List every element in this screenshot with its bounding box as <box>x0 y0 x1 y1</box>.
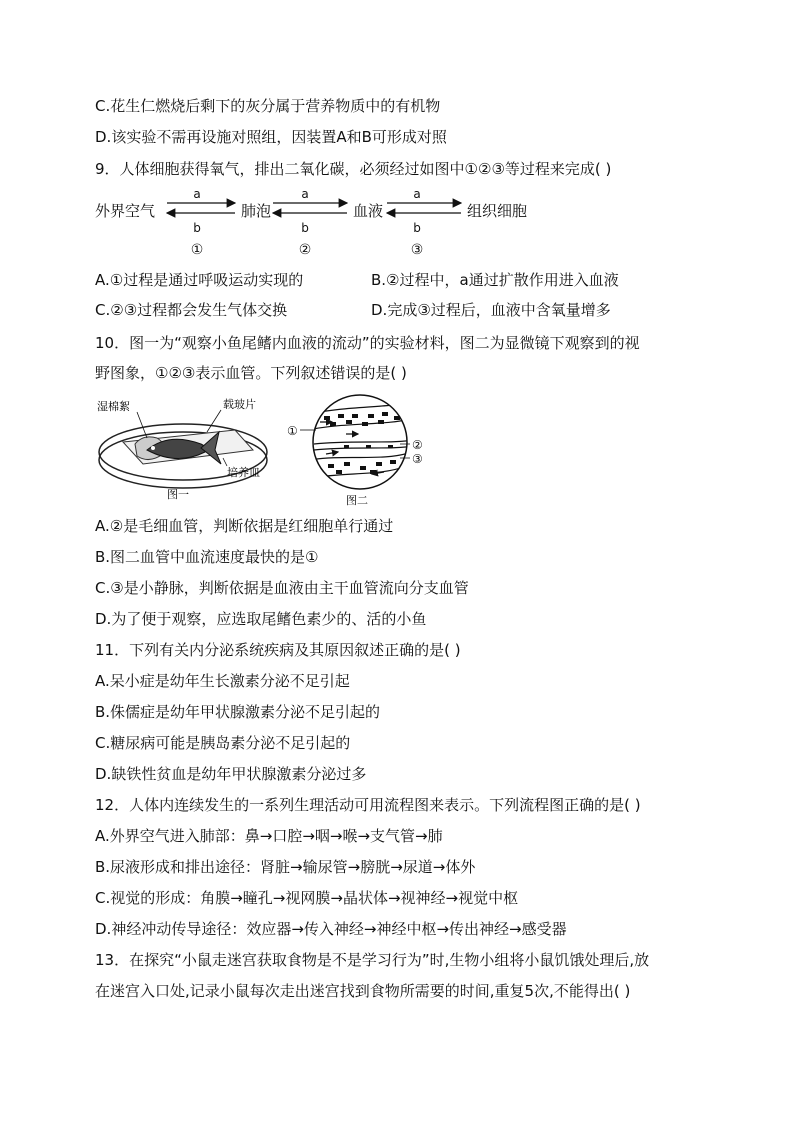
q12-stem: 12．人体内连续发生的一系列生理活动可用流程图来表示。下列流程图正确的是( ) <box>95 796 641 814</box>
q13-stem-line1: 13．在探究“小鼠走迷宫获取食物是不是学习行为”时,生物小组将小鼠饥饿处理后,放 <box>95 951 650 969</box>
fig2-mark-2: ② <box>412 438 423 452</box>
node-blood: 血液 <box>353 202 384 220</box>
label-a-2: a <box>301 187 309 201</box>
fig2-mark-3: ③ <box>412 452 423 466</box>
step-3: ③ <box>410 242 424 258</box>
node-alveoli: 肺泡 <box>241 202 272 220</box>
q9-gas-exchange-diagram <box>95 186 555 258</box>
q10-stem-line2: 野图象，①②③表示血管。下列叙述错误的是( ) <box>95 364 407 382</box>
q10-option-a: A.②是毛细血管，判断依据是红细胞单行通过 <box>95 517 394 535</box>
label-slide: 载玻片 <box>223 398 256 411</box>
label-b-3: b <box>413 221 421 235</box>
label-a-3: a <box>413 187 421 201</box>
node-tissue-cells: 组织细胞 <box>467 202 528 220</box>
q10-option-c: C.③是小静脉，判断依据是血液由主干血管流向分支血管 <box>95 579 469 597</box>
label-b-1: b <box>193 221 201 235</box>
q12-option-b: B.尿液形成和排出途径：肾脏→输尿管→膀胱→尿道→体外 <box>95 858 476 876</box>
q9-stem: 9．人体细胞获得氧气，排出二氧化碳，必须经过如图中①②③等过程来完成( ) <box>95 160 612 178</box>
q8-option-c: C.花生仁燃烧后剩下的灰分属于营养物质中的有机物 <box>95 97 441 115</box>
q12-option-a: A.外界空气进入肺部：鼻→口腔→咽→喉→支气管→肺 <box>95 827 443 845</box>
q11-option-d: D.缺铁性贫血是幼年甲状腺激素分泌过多 <box>95 765 367 783</box>
label-a-1: a <box>193 187 201 201</box>
fig1-caption: 图一 <box>167 488 189 501</box>
fig1-fish-dish-illustration <box>95 392 273 504</box>
q11-stem: 11．下列有关内分泌系统疾病及其原因叙述正确的是( ) <box>95 641 461 659</box>
q10-option-d: D.为了便于观察，应选取尾鳍色素少的、活的小鱼 <box>95 610 427 628</box>
q10-stem-line1: 10．图一为“观察小鱼尾鳍内血液的流动”的实验材料，图二为显微镜下观察到的视 <box>95 334 640 352</box>
fig2-mark-1: ① <box>287 424 298 438</box>
fig2-microscope-view <box>286 392 436 512</box>
q11-option-a: A.呆小症是幼年生长激素分泌不足引起 <box>95 672 350 690</box>
label-b-2: b <box>301 221 309 235</box>
q9-option-c: C.②③过程都会发生气体交换 <box>95 301 288 319</box>
step-1: ① <box>190 242 204 258</box>
step-2: ② <box>298 242 312 258</box>
q9-option-a: A.①过程是通过呼吸运动实现的 <box>95 271 304 289</box>
q10-option-b: B.图二血管中血流速度最快的是① <box>95 548 319 566</box>
node-outside-air: 外界空气 <box>95 202 156 220</box>
q8-option-d: D.该实验不需再设施对照组，因装置A和B可形成对照 <box>95 128 447 146</box>
q9-option-d: D.完成③过程后，血液中含氧量增多 <box>371 301 611 319</box>
q13-stem-line2: 在迷宫入口处,记录小鼠每次走出迷宫找到食物所需要的时间,重复5次,不能得出( ) <box>95 982 631 1000</box>
q12-option-d: D.神经冲动传导途径：效应器→传入神经→神经中枢→传出神经→感受器 <box>95 920 567 938</box>
label-wet-cotton: 湿棉絮 <box>97 400 130 413</box>
q11-option-c: C.糖尿病可能是胰岛素分泌不足引起的 <box>95 734 351 752</box>
label-petri-dish: 培养皿 <box>227 466 260 479</box>
q12-option-c: C.视觉的形成：角膜→瞳孔→视网膜→晶状体→视神经→视觉中枢 <box>95 889 519 907</box>
q11-option-b: B.侏儒症是幼年甲状腺激素分泌不足引起的 <box>95 703 381 721</box>
fig2-caption: 图二 <box>346 494 368 507</box>
q9-option-b: B.②过程中，a通过扩散作用进入血液 <box>371 271 619 289</box>
